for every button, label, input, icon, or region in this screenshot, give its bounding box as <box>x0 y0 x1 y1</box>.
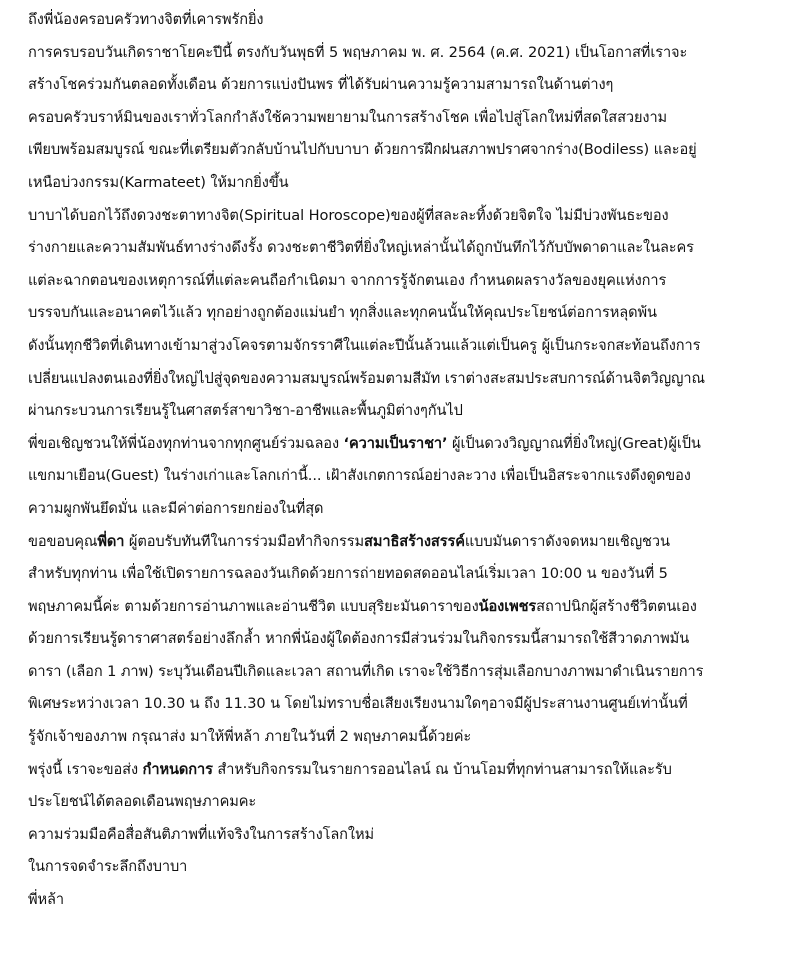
paragraph-4-line-3 <box>28 591 780 624</box>
online-activity-text: สำหรับกิจกรรมในรายการออนไลน์ ณ บ้านโอมที่ทุกท่านสามารถให้และรับ <box>212 760 672 778</box>
pee-da-name: พี่ดา <box>97 532 125 550</box>
paragraph-3-line-1 <box>28 428 780 461</box>
thanks-text: ขอขอบคุณ <box>28 532 98 550</box>
paragraph-5-line-2: ประโยชน์ได้ตลอดเดือนพฤษภาคมคะ <box>28 793 257 811</box>
cooperation-text: ผู้ตอบรับทันทีในการร่วมมือทำกิจกรรม <box>124 532 365 550</box>
schedule-emphasis: กำหนดการ <box>142 760 213 778</box>
paragraph-2-line-6: เปลี่ยนแปลงตนเองที่ยิ่งใหญ่ไปสู่จุดของความสมบูรณ์พร้อมตามสีมัท เราต่างสะสมประสบการณ์ด้านจิตวิญญาณ <box>28 369 705 387</box>
paragraph-4-line-2: สำหรับทุกท่าน เพื่อใช้เปิดรายการฉลองวันเกิดด้วยการถ่ายทอดสดออนไลน์เริ่มเวลา 10:00 น ของวันที่ 5 <box>28 565 668 583</box>
great-soul-text: ผู้เป็นดวงวิญญาณที่ยิ่งใหญ่(Great)ผู้เป็น <box>447 434 701 452</box>
greeting-line: ถึงพี่น้องครอบครัวทางจิตที่เคารพรักยิ่ง <box>28 11 264 28</box>
paragraph-2-line-2: ร่างกายและความสัมพันธ์ทางร่างดึงรั้ง ดวงชะตาชีวิตที่ยิ่งใหญ่เหล่านั้นได้ถูกบันทึกไว้กับบัพดาดาและในละคร <box>28 239 694 257</box>
mandala-invite-text: แบบมันดาราดังจดหมายเชิญชวน <box>464 532 670 550</box>
closing-line-2: ในการจดจำระลึกถึงบาบา <box>28 858 188 876</box>
paragraph-1-line-3: ครอบครัวบราห์มินของเราทั่วโลกกำลังใช้ความพยายามในการสร้างโชค เพื่อไปสู่โลกใหม่ที่สดใสสวยงาม <box>28 108 668 126</box>
paragraph-3-line-3: ความผูกพันยึดมั่น และมีค่าต่อการยกย่องในที่สุด <box>28 499 324 517</box>
tomorrow-text: พรุ่งนี้ เราจะขอส่ง <box>28 760 143 778</box>
paragraph-2-line-4: บรรจบกันและอนาคตไว้แล้ว ทุกอย่างถูกต้องแม่นยำ ทุกสิ่งและทุกคนนั้นให้คุณประโยชน์ต่อการหลุดพ้น <box>28 304 657 322</box>
architect-text: สถาปนิกผู้สร้างชีวิตตนเอง <box>536 597 697 615</box>
signature: พี่หล้า <box>28 891 64 909</box>
paragraph-2-line-5: ดังนั้นทุกชีวิตที่เดินทางเข้ามาสู่วงโคจรตามจักรราศีในแต่ละปีนั้นล้วนแล้วแต่เป็นครู ผู้เป็นกระจกสะท้อนถึงการ <box>28 336 701 354</box>
closing-line-1: ความร่วมมือคือสื่อสันติภาพที่แท้จริงในการสร้างโลกใหม่ <box>28 825 374 843</box>
paragraph-1-line-2: สร้างโชคร่วมกันตลอดทั้งเดือน ด้วยการแบ่งปันพร ที่ได้รับผ่านความรู้ความสามารถในด้านต่างๆ <box>28 76 614 94</box>
reading-text: พฤษภาคมนี้ค่ะ ตามด้วยการอ่านภาพและอ่านชีวิต แบบสุริยะมันดาราของ <box>28 597 479 615</box>
invite-text: พี่ขอเชิญชวนให้พี่น้องทุกท่านจากทุกศูนย์ร่วมฉลอง <box>28 434 344 452</box>
creative-meditation-emphasis: สมาธิสร้างสรรค์ <box>364 532 465 550</box>
kingship-emphasis: ‘ความเป็นราชา’ <box>343 434 448 452</box>
paragraph-5-line-1 <box>28 754 780 787</box>
paragraph-4-line-4: ด้วยการเรียนรู้ดาราศาสตร์อย่างลึกล้ำ หากพี่น้องผู้ใดต้องการมีส่วนร่วมในกิจกรรมนี้สามารถใช้สีวาดภาพมัน <box>28 630 690 648</box>
paragraph-2-line-7: ผ่านกระบวนการเรียนรู้ในศาสตร์สาขาวิชา-อาชีพและพื้นภูมิต่างๆกันไป <box>28 402 463 420</box>
paragraph-2-line-3: แต่ละฉากตอนของเหตุการณ์ที่แต่ละคนถือกำเนิดมา จากการรู้จักตนเอง กำหนดผลรางวัลของยุคแห่งการ <box>28 271 667 289</box>
paragraph-4-line-6: พิเศษระหว่างเวลา 10.30 น ถึง 11.30 น โดยไม่ทราบชื่อเสียงเรียงนามใดๆอาจมีผู้ประสานงานศูนย์เท่านั้นที่ <box>28 695 688 713</box>
paragraph-4-line-5: ดารา (เลือก 1 ภาพ) ระบุวันเดือนปีเกิดและเวลา สถานที่เกิด เราจะใช้วิธีการสุ่มเลือกบางภาพมาดำเนินรายการ <box>28 662 704 680</box>
paragraph-3-line-2: แขกมาเยือน(Guest) ในร่างเก่าและโลกเก่านี้... เฝ้าสังเกตการณ์อย่างละวาง เพื่อเป็นอิสระจากแรงดึงดูดของ <box>28 467 691 485</box>
paragraph-4-line-7: รู้จักเจ้าของภาพ กรุณาส่ง มาให้พี่หล้า ภายในวันที่ 2 พฤษภาคมนี้ด้วยค่ะ <box>28 728 472 746</box>
paragraph-1-line-1: การครบรอบวันเกิดราชาโยคะปีนี้ ตรงกับวันพุธที่ 5 พฤษภาคม พ. ศ. 2564 (ค.ศ. 2021) เป็นโอกาสที่เราจะ <box>28 43 688 61</box>
paragraph-4-line-1 <box>28 526 780 559</box>
paragraph-1-line-4: เพียบพร้อมสมบูรณ์ ขณะที่เตรียมตัวกลับบ้านไปกับบาบา ด้วยการฝึกฝนสภาพปราศจากร่าง(Bodiless) และอยู่ <box>28 141 697 159</box>
paragraph-1-line-5: เหนือบ่วงกรรม(Karmateet) ให้มากยิ่งขึ้น <box>28 173 289 191</box>
nong-petch-name: น้องเพชร <box>478 597 537 615</box>
paragraph-2-line-1: บาบาได้บอกไว้ถึงดวงชะตาทางจิต(Spiritual Horoscope)ของผู้ที่สละละทิ้งด้วยจิตใจ ไม่มีบ่วงพันธะของ <box>28 206 669 224</box>
